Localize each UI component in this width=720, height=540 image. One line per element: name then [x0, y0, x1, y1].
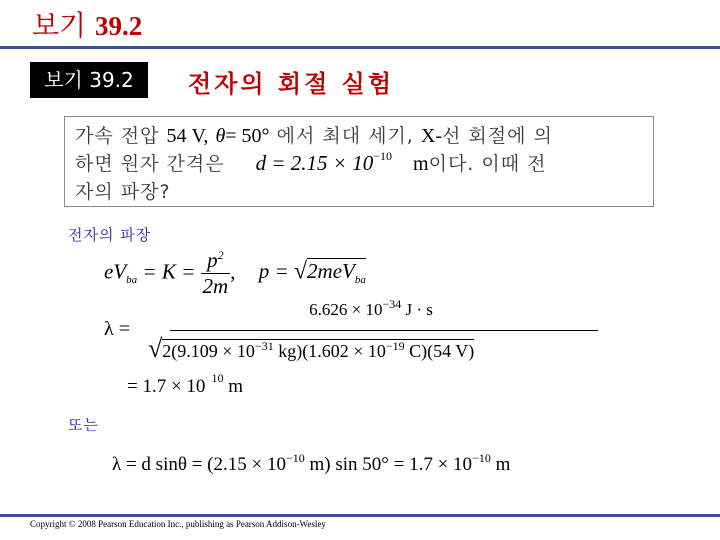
- label-or: 또는: [68, 416, 99, 434]
- slide-title-prefix: 보기: [32, 9, 87, 42]
- problem-theta: θ: [215, 125, 226, 147]
- problem-statement-box: [64, 116, 654, 207]
- fraction-p2-over-2m: $\frac{p^2}{2m}$: [202, 248, 229, 298]
- example-heading: 전자의 회절 실험: [188, 70, 394, 98]
- problem-text: 이다. 이때 전: [428, 153, 547, 175]
- label-electron-wavelength: 전자의 파장: [68, 226, 152, 244]
- slide-title: [32, 4, 142, 44]
- equation-energy-momentum: $eV_{ba} = K$ = $\frac{p^2}{2m}$ , p = √2meV$_{ba}$: [104, 248, 366, 298]
- equation-wavelength-denominator: $√2(9.109 \times 10^{-31}$ $kg)(1.602 \times 10^{-19}$ C)(54 V): [148, 334, 475, 363]
- lambda-label: λ =: [104, 318, 130, 340]
- problem-text: 에서 최대 세기,: [276, 125, 414, 147]
- problem-text: 가속 전압: [75, 125, 160, 147]
- problem-text: 하면 원자 간격은: [75, 153, 225, 175]
- title-divider: [0, 46, 720, 49]
- problem-xray: X-: [420, 125, 442, 147]
- problem-line-1: [75, 121, 553, 148]
- problem-line-3: [75, 177, 171, 204]
- problem-spacing-formula: $d = 2.15 \times 10^{-10}$: [255, 149, 392, 175]
- copyright-notice: Copyright © 2008 Pearson Education Inc., publishing as Pearson Addison-Wesley: [30, 519, 326, 529]
- fraction-bar: [170, 330, 598, 331]
- equation-wavelength-result: = 1.7 × 10 $^{10}$ m: [127, 371, 243, 397]
- equation-bragg-alternative: λ = d $\sin\theta = (2.15 \times 10^{-10}$ m) $\sin 50^\circ = 1.7 \times 10^{-10}$ m: [112, 451, 511, 475]
- sqrt-2meV: 2meV$_{ba}$: [307, 259, 366, 287]
- problem-text: 선 회절에 의: [442, 125, 553, 147]
- problem-text: 자의 파장?: [75, 181, 171, 203]
- equation-wavelength-numerator: $6.626 \times 10^{-34}$ J · s: [309, 297, 433, 319]
- problem-unit: m: [413, 153, 429, 175]
- problem-line-2: [75, 149, 546, 176]
- example-badge: 보기 39.2: [30, 62, 148, 98]
- footer-divider: [0, 514, 720, 517]
- slide-title-number: 39.2: [95, 11, 143, 41]
- problem-angle: = 50°: [225, 125, 270, 147]
- problem-voltage: 54 V,: [166, 125, 209, 147]
